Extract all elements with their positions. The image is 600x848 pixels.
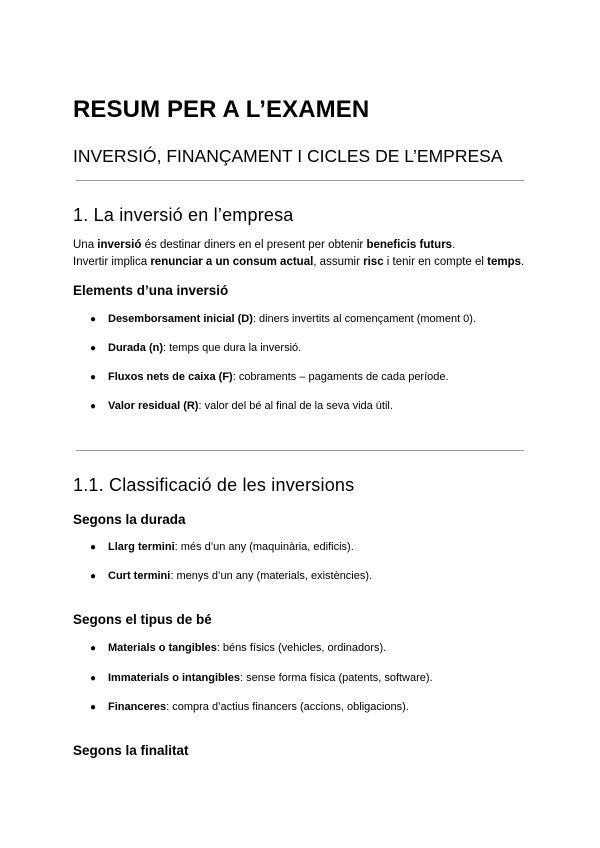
- list-item: [90, 672, 433, 684]
- text: : sense forma física (patents, software).: [240, 672, 433, 684]
- list-item: [90, 342, 301, 354]
- list-item: [90, 541, 354, 553]
- text: és destinar diners en el present per obtenir: [141, 239, 367, 251]
- term: temps: [487, 256, 522, 268]
- tipus-heading: Segons el tipus de bé: [73, 612, 212, 627]
- term: beneficis futurs: [366, 239, 453, 251]
- bullet-icon: ●: [90, 673, 97, 684]
- bullet-icon: ●: [90, 643, 97, 654]
- term: renunciar a un consum actual: [150, 256, 314, 268]
- term: Curt termini: [108, 570, 171, 582]
- list-item: [90, 371, 449, 383]
- text: : valor del bé al final de la seva vida útil.: [198, 400, 393, 412]
- term: Llarg termini: [108, 541, 175, 553]
- intro-paragraph-line-1: [73, 237, 455, 254]
- text: : més d’un any (maquinària, edificis).: [174, 541, 354, 553]
- bullet-icon: ●: [90, 542, 97, 553]
- list-item: [90, 701, 409, 713]
- divider: [76, 180, 524, 181]
- section-1-heading: 1. La inversió en l’empresa: [73, 205, 294, 225]
- term: Financeres: [108, 701, 167, 713]
- term: inversió: [97, 239, 142, 251]
- bullet-icon: ●: [90, 401, 97, 412]
- text: Una: [73, 239, 98, 251]
- list-item: [90, 400, 393, 412]
- term: Desemborsament inicial (D): [108, 313, 253, 325]
- term: Materials o tangibles: [108, 642, 217, 654]
- text: : compra d’actius financers (accions, obligacions).: [166, 701, 409, 713]
- durada-heading: Segons la durada: [73, 512, 186, 527]
- bullet-icon: ●: [90, 372, 97, 383]
- term: Fluxos nets de caixa (F): [108, 371, 233, 383]
- bullet-icon: ●: [90, 571, 97, 582]
- list-item: [90, 570, 372, 582]
- text: , assumir: [313, 256, 364, 268]
- text: : menys d’un any (materials, existències).: [170, 570, 373, 582]
- term: risc: [363, 256, 384, 268]
- list-item: [90, 313, 476, 325]
- list-item: [90, 642, 386, 654]
- elements-heading: Elements d’una inversió: [73, 283, 229, 298]
- text: : temps que dura la inversió.: [163, 342, 302, 354]
- bullet-icon: ●: [90, 314, 97, 325]
- text: : cobraments – pagaments de cada període.: [232, 371, 449, 383]
- term: Immaterials o intangibles: [108, 672, 241, 684]
- term: Valor residual (R): [108, 400, 199, 412]
- document-subtitle: INVERSIÓ, FINANÇAMENT I CICLES DE L’EMPRESA: [73, 146, 503, 166]
- text: .: [521, 256, 525, 268]
- section-1-1-heading: 1.1. Classificació de les inversions: [73, 475, 355, 495]
- text: .: [452, 239, 456, 251]
- text: : béns físics (vehicles, ordinadors).: [216, 642, 387, 654]
- divider: [76, 450, 524, 451]
- term: Durada (n): [108, 342, 163, 354]
- document-title: RESUM PER A L’EXAMEN: [73, 96, 370, 123]
- text: Invertir implica: [73, 256, 151, 268]
- bullet-icon: ●: [90, 343, 97, 354]
- bullet-icon: ●: [90, 702, 97, 713]
- finalitat-heading: Segons la finalitat: [73, 743, 189, 758]
- text: i tenir en compte el: [383, 256, 488, 268]
- text: : diners invertits al començament (moment 0).: [252, 313, 477, 325]
- intro-paragraph-line-2: [73, 254, 524, 271]
